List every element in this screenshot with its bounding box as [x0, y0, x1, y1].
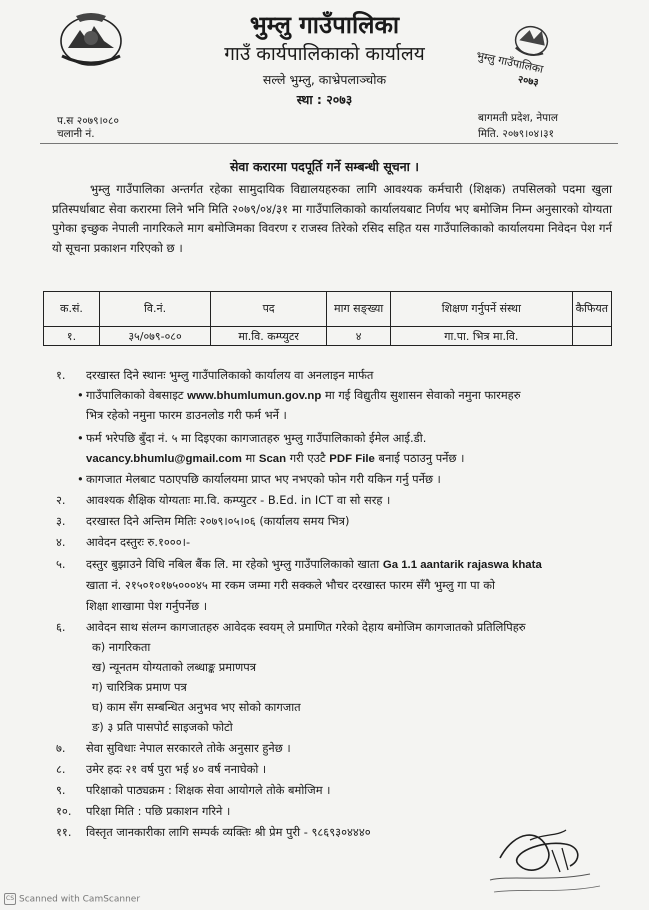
org-name: भुम्लु गाउँपालिका [249, 11, 400, 39]
cell-demand: ४ [327, 327, 391, 346]
col-remarks: कैफियत [572, 292, 611, 327]
item-3-number: ३. [56, 514, 66, 528]
item-9-number: ९. [56, 783, 66, 797]
item-8-text: उमेर हदः २१ वर्ष पुरा भई ४० वर्ष ननाघेको । [86, 762, 267, 776]
doc-character: ग) चारित्रिक प्रमाण पत्र [92, 680, 187, 694]
item-5-text [86, 557, 542, 572]
camscanner-icon: CS [4, 893, 16, 905]
cell-serial: १. [44, 327, 100, 346]
item-6-text: आवेदन साथ संलग्न कागजातहरु आवेदक स्वयम् ले प्रमाणित गरेको देहाय बमोजिम कागजातको प्रतिलिपिहरु [86, 620, 526, 634]
item-11-number: ११. [56, 825, 72, 839]
bullet-email-line-2 [86, 451, 464, 466]
reference-number: प.स २०७९।०८० [57, 115, 119, 127]
item-2-text: आवश्यक शैक्षिक योग्यताः मा.वि. कम्प्युटर - B.Ed. in ICT वा सो सरह । [86, 493, 391, 507]
scan-word: Scan [258, 453, 287, 465]
scanner-text: Scanned with CamScanner [19, 894, 141, 905]
notice-body [52, 180, 612, 258]
office-address: सल्ले भुम्लु, काभ्रेपलाञ्चोक [262, 72, 387, 87]
dispatch-number: चलानी नं. [57, 128, 95, 140]
doc-photo: ङ) ३ प्रति पासपोर्ट साइजको फोटो [92, 720, 233, 734]
col-institution: शिक्षण गर्नुपर्ने संस्था [391, 292, 572, 327]
email-link[interactable]: vacancy.bhumlu@gmail.com [86, 453, 242, 465]
item-5-line-2: खाता नं. २१५०१०१७५०००४५ मा रकम जम्मा गरी सक्कले भौचर दरखास्त फारम सँगै भुम्लु गा पा को [86, 578, 495, 592]
vacancy-table [43, 291, 612, 346]
signature-icon [470, 820, 620, 905]
account-name: Ga 1.1 aantarik rajaswa khata [382, 559, 542, 571]
bullet-website-line [86, 388, 521, 403]
table-row [44, 327, 612, 346]
doc-citizenship: क) नागरिकता [92, 640, 151, 654]
notice-date: मिति. २०७९।०४।३१ [478, 128, 555, 140]
doc-marksheet: ख) न्यूनतम योग्यताको लब्धाङ्क प्रमाणपत्र [92, 660, 257, 674]
col-ad-number: वि.नं. [100, 292, 211, 327]
pdf-word: PDF File [329, 453, 375, 465]
item-10-text: परिक्षा मिति : पछि प्रकाशन गरिने । [86, 804, 231, 818]
website-tail: मा गई विद्युतीय सुशासन सेवाको नमुना फारमहरु [324, 388, 521, 402]
office-name: गाउँ कार्यपालिकाको कार्यालय [224, 43, 425, 65]
email-mid-2: गरी एउटै [289, 451, 326, 465]
item-11-text: विस्तृत जानकारीका लागि सम्पर्क व्यक्तिः श्री प्रेम पुरी - ९८६९३०४४४० [86, 825, 371, 839]
doc-experience: घ) काम सँग सम्बन्धित अनुभव भए सोको कागजात [92, 700, 301, 714]
cell-remarks [572, 327, 611, 346]
body-text: भुम्लु गाउँपालिका अन्तर्गत रहेका सामुदायिक विद्यालयहरुका लागि आवश्यक कर्मचारी (शिक्षक) तपसिलको पदमा खुला प्रतिस्पर्धाबाट सेवा करारमा लिने भनि मिति २०७९/०४/३१ मा गाउँपालिकाको कार्यालयबाट निर्णय भए बमोजिम निम्न अनुसारको योग्यता पुगेका इच्छुक नेपाली नागरिकले माग बमोजिमका विवरण र राजस्व तिरेको रसिद सहित यस गाउँपालिकाको कार्यालयमा निवेदन पेश गर्न यो सूचना प्रकाशन गरिएको छ । [52, 182, 612, 255]
cell-position: मा.वि. कम्प्युटर [211, 327, 327, 346]
item-9-text: परिक्षाको पाठ्यक्रम : शिक्षक सेवा आयोगले तोके बमोजिम । [86, 783, 331, 797]
cell-ad-number: ३५/०७९-०८० [100, 327, 211, 346]
header-divider [40, 143, 618, 144]
item-7-number: ७. [56, 741, 66, 755]
province-line: बागमती प्रदेश, नेपाल [478, 112, 558, 124]
notice-subject: सेवा करारमा पदपूर्ति गर्ने सम्बन्धी सूचना । [229, 159, 420, 174]
established-year: स्था : २०७३ [296, 92, 353, 107]
bullet-email-line: • फर्म भरेपछि बुँदा नं. ५ मा दिइएका कागजातहरु भुम्लु गाउँपालिकाको ईमेल आई.डी. [86, 431, 426, 446]
item-5-number: ५. [56, 557, 66, 571]
col-position: पद [211, 292, 327, 327]
website-lead: गाउँपालिकाको वेबसाइट [86, 388, 184, 402]
email-tail: बनाई पठाउनु पर्नेछ । [378, 451, 465, 465]
item-6-number: ६. [56, 620, 66, 634]
stamp-text: भुम्लु गाउँपालिका [475, 48, 545, 76]
stamp-year: २०७३ [516, 74, 540, 89]
website-link[interactable]: www.bhumlumun.gov.np [187, 390, 322, 402]
bullet-website-line-2: भित्र रहेको नमुना फारम डाउनलोड गरी फर्म भर्ने । [86, 408, 287, 422]
camscanner-watermark [4, 893, 140, 905]
item-1-number: १. [56, 368, 66, 382]
table-header-row [44, 292, 612, 327]
item-5-line-3: शिक्षा शाखामा पेश गर्नुपर्नेछ । [86, 599, 208, 613]
col-demand: माग सङ्ख्या [327, 292, 391, 327]
col-serial: क.सं. [44, 292, 100, 327]
item-3-text: दरखास्त दिने अन्तिम मितिः २०७९।०५।०६ (कार्यालय समय भित्र) [86, 514, 350, 528]
item-1-text: दरखास्त दिने स्थानः भुम्लु गाउँपालिकाको कार्यालय वा अनलाइन मार्फत [86, 368, 374, 382]
email-mid: मा [245, 451, 256, 465]
item-7-text: सेवा सुविधाः नेपाल सरकारले तोके अनुसार हुनेछ । [86, 741, 291, 755]
item-10-number: १०. [56, 804, 72, 818]
item-2-number: २. [56, 493, 66, 507]
item-8-number: ८. [56, 762, 66, 776]
item-5-lead: दस्तुर बुझाउने विधि नबिल बैंक लि. मा रहेको भुम्लु गाउँपालिकाको खाता [86, 557, 380, 571]
bullet-confirm-line: • कागजात मेलबाट पठाएपछि कार्यालयमा प्राप्त भए नभएको फोन गरी यकिन गर्नु पर्नेछ । [86, 472, 441, 487]
item-4-number: ४. [56, 535, 66, 549]
cell-institution: गा.पा. भित्र मा.वि. [391, 327, 572, 346]
item-4-text: आवेदन दस्तुरः रु.१०००।- [86, 535, 191, 549]
